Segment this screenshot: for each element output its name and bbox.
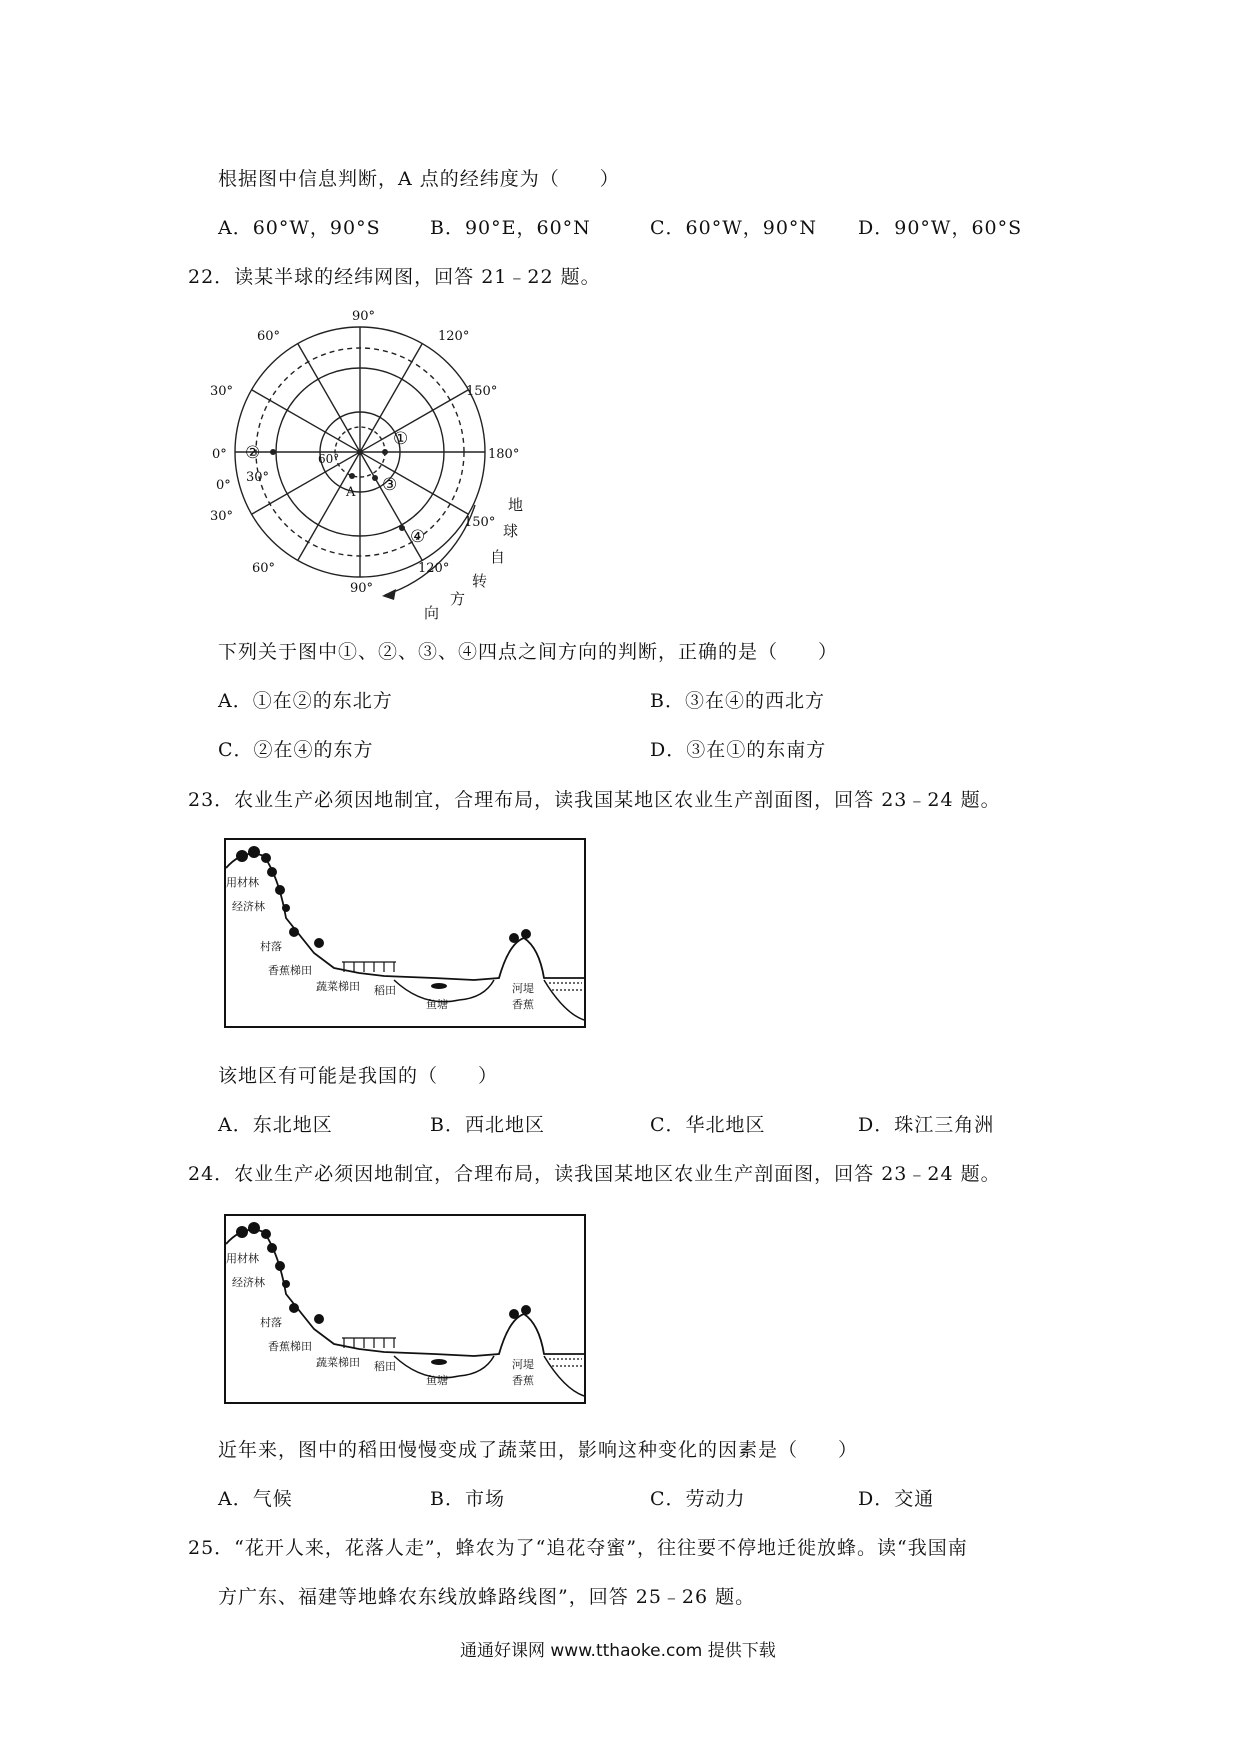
q22-stem: 下列关于图中①、②、③、④四点之间方向的判断，正确的是（ ） [218,641,839,663]
q24-heading: 24．农业生产必须因地制宜，合理布局，读我国某地区农业生产剖面图，回答 23﹣24 题。 [188,1163,1001,1185]
fig-label-60-bottom: 60° [252,561,276,576]
q25-line-2: 方广东、福建等地蜂农东线放蜂路线图”，回答 25﹣26 题。 [218,1586,756,1608]
rotation-char-3: 自 [490,548,506,566]
fig-label-150-bottom: 150° [464,515,496,530]
profile-label-timber: 用材林 [226,1252,259,1265]
fig-label-90-bottom: 90° [350,581,374,596]
fig-label-120-top: 120° [438,329,470,344]
fig-point-4: ④ [410,527,426,547]
profile-label-banana-terrace: 香蕉梯田 [268,1340,312,1353]
fig-label-60-top: 60° [257,329,281,344]
page-footer: 通通好课网 www.tthaoke.com 提供下载 [460,1641,776,1661]
fig-label-30-top: 30° [210,384,234,399]
profile-label-levee: 河堤 [512,1358,534,1371]
profile-label-veg-terrace: 蔬菜梯田 [316,1356,360,1369]
fig-label-90-top: 90° [352,309,376,324]
rotation-char-2: 球 [503,522,519,540]
q23-option-b: B．西北地区 [430,1114,545,1136]
q22-option-d: D．③在①的东南方 [650,739,827,761]
fig-label-0-a: 0° [212,447,227,462]
q24-stem: 近年来，图中的稻田慢慢变成了蔬菜田，影响这种变化的因素是（ ） [218,1439,859,1461]
q21-option-b: B．90°E，60°N [430,217,591,239]
fig-point-2: ② [245,443,261,463]
rotation-char-6: 向 [424,604,440,622]
profile-label-levee: 河堤 [512,982,534,995]
q23-heading: 23．农业生产必须因地制宜，合理布局，读我国某地区农业生产剖面图，回答 23﹣24 题。 [188,789,1001,811]
fig-label-30-inner: 30° [246,470,270,485]
q22-option-a: A．①在②的东北方 [218,690,393,712]
q24-option-c: C．劳动力 [650,1488,746,1510]
profile-label-fishpond: 鱼塘 [426,1374,448,1387]
q22-option-b: B．③在④的西北方 [650,690,825,712]
fig-label-180: 180° [488,447,520,462]
fig-label-60-inner: 60° [318,452,340,466]
q22-heading: 22．读某半球的经纬网图，回答 21﹣22 题。 [188,266,601,288]
q24-option-d: D．交通 [858,1488,935,1510]
q23-stem: 该地区有可能是我国的（ ） [218,1065,499,1087]
profile-label-fishpond: 鱼塘 [426,998,448,1011]
profile-label-econ-forest: 经济林 [232,1276,265,1289]
q23-option-d: D．珠江三角洲 [858,1114,995,1136]
profile-label-village: 村落 [260,940,282,953]
profile-label-banana: 香蕉 [512,998,534,1011]
graticule-figure [210,300,550,625]
q23-option-c: C．华北地区 [650,1114,766,1136]
profile-figure-q23 [224,838,586,1028]
rotation-char-5: 方 [450,590,466,608]
q22-option-c: C．②在④的东方 [218,739,374,761]
fig-label-30-bottom: 30° [210,509,234,524]
q25-line-1: 25．“花开人来，花落人走”，蜂农为了“追花夺蜜”，往往要不停地迁徙放蜂。读“我国南 [188,1537,968,1559]
q21-option-d: D．90°W，60°S [858,217,1023,239]
q23-option-a: A．东北地区 [218,1114,333,1136]
fig-label-120-bottom: 120° [418,561,450,576]
profile-label-econ-forest: 经济林 [232,900,265,913]
rotation-char-1: 地 [508,496,524,514]
profile-label-banana-terrace: 香蕉梯田 [268,964,312,977]
fig-point-a: A [346,485,356,500]
profile-label-banana: 香蕉 [512,1374,534,1387]
profile-label-paddy: 稻田 [374,984,396,997]
profile-label-veg-terrace: 蔬菜梯田 [316,980,360,993]
q21-option-c: C．60°W，90°N [650,217,818,239]
fig-point-3: ③ [382,475,398,495]
profile-label-paddy: 稻田 [374,1360,396,1373]
q21-option-a: A．60°W，90°S [218,217,381,239]
rotation-char-4: 转 [472,572,488,590]
fig-label-150-top: 150° [466,384,498,399]
q24-option-a: A．气候 [218,1488,293,1510]
profile-figure-q24 [224,1214,586,1404]
q21-stem: 根据图中信息判断，A 点的经纬度为（ ） [218,168,620,190]
fig-label-0-b: 0° [216,478,231,493]
q24-option-b: B．市场 [430,1488,505,1510]
profile-label-village: 村落 [260,1316,282,1329]
fig-point-1: ① [393,429,409,449]
profile-label-timber: 用材林 [226,876,259,889]
